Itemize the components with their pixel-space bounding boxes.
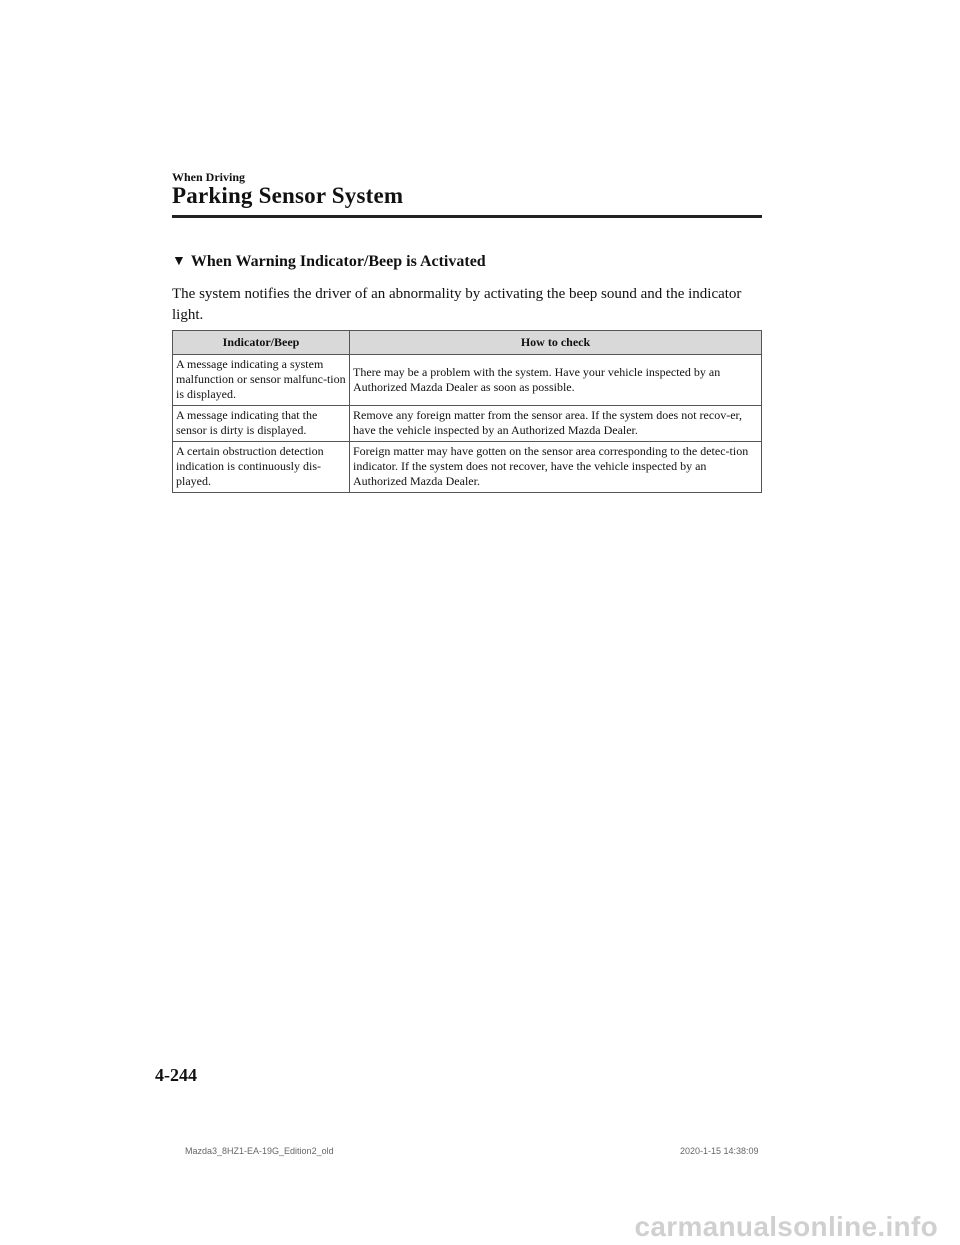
title-divider: [172, 215, 762, 218]
intro-paragraph: The system notifies the driver of an abnormality by activating the beep sound and the indicator light.: [172, 286, 742, 323]
subheading-text: When Warning Indicator/Beep is Activated: [190, 253, 486, 270]
page-title: Parking Sensor System: [172, 183, 404, 208]
check-cell: There may be a problem with the system. Have your vehicle inspected by an Authorized Mazda Dealer as soon as possible.: [350, 355, 762, 406]
indicator-cell: A message indicating a system malfunction or sensor malfunc-tion is displayed.: [173, 355, 350, 406]
table-row: [173, 406, 762, 442]
table-header-row: [173, 331, 762, 355]
watermark: carmanualsonline.info: [634, 1211, 938, 1242]
table-row: [173, 355, 762, 406]
indicator-cell: A certain obstruction detection indication is continuously dis-played.: [173, 442, 350, 493]
footer-timestamp: 2020-1-15 14:38:09: [680, 1146, 759, 1156]
check-cell: Foreign matter may have gotten on the sensor area corresponding to the detec-tion indicator. If the system does not recover, have the vehicle inspected by an Authorized Mazda Dealer.: [350, 442, 762, 493]
indicator-table: [172, 330, 762, 493]
table-row: [173, 442, 762, 493]
triangle-down-icon: ▼: [172, 254, 186, 269]
column-header-how-to-check: How to check: [350, 331, 762, 355]
subheading: [172, 253, 486, 271]
indicator-cell: A message indicating that the sensor is dirty is displayed.: [173, 406, 350, 442]
column-header-indicator: Indicator/Beep: [173, 331, 350, 355]
check-cell: Remove any foreign matter from the sensor area. If the system does not recov-er, have the vehicle inspected by an Authorized Mazda Dealer.: [350, 406, 762, 442]
page-number: 4-244: [155, 1065, 197, 1085]
section-label: When Driving: [172, 170, 246, 184]
footer-file-name: Mazda3_8HZ1-EA-19G_Edition2_old: [185, 1146, 334, 1156]
